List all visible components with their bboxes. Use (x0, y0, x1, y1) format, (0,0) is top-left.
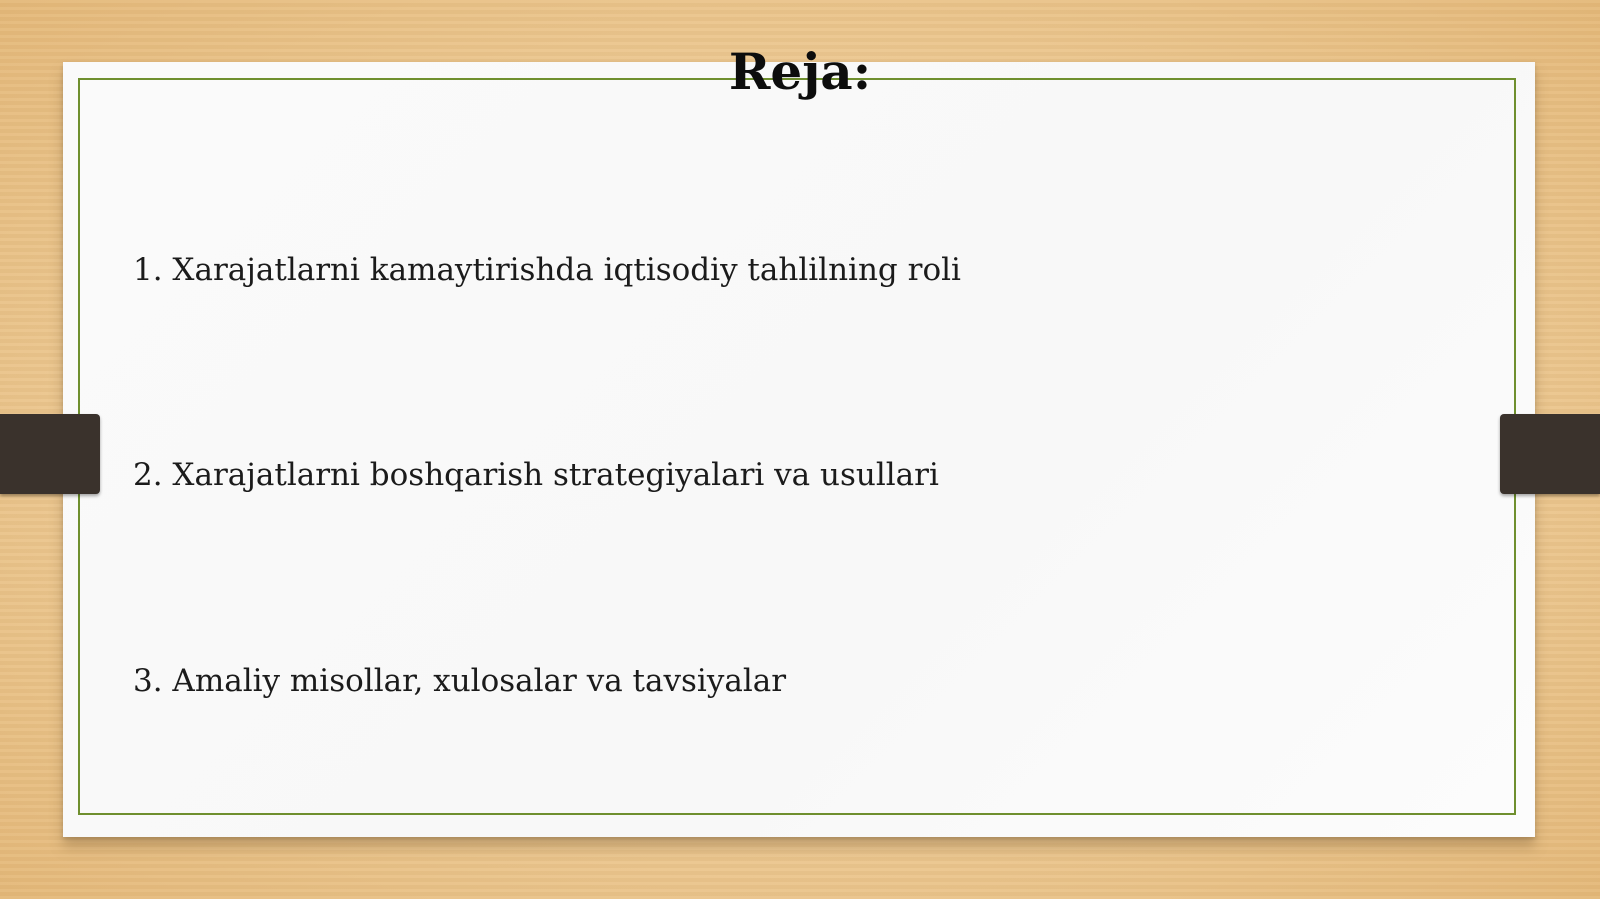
left-binder-clip (0, 414, 100, 494)
plan-item: 2. Xarajatlarni boshqarish strategiyalari va usullari (133, 457, 939, 493)
green-frame (78, 78, 1516, 815)
slide-card (63, 62, 1535, 837)
plan-item: 1. Xarajatlarni kamaytirishda iqtisodiy tahlilning roli (133, 252, 961, 288)
right-binder-clip (1500, 414, 1600, 494)
slide-title: Reja: (728, 42, 872, 101)
plan-item: 3. Amaliy misollar, xulosalar va tavsiyalar (133, 663, 787, 699)
